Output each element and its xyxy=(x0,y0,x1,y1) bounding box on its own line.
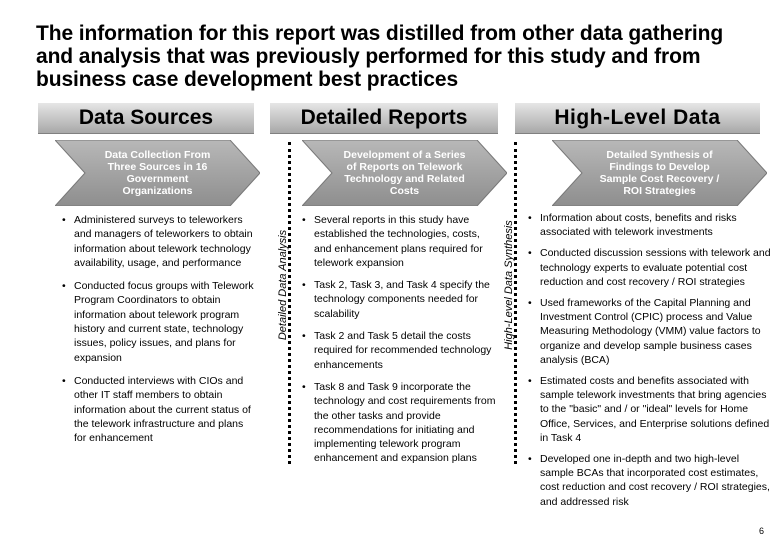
page-title: The information for this report was distilled from other data gathering and analysis that was previously performed for this study and from business case development best practices xyxy=(36,22,724,91)
header-reports-text: Development of a Series of Reports on Telework Technology and Related Costs xyxy=(343,149,466,197)
page-number: 6 xyxy=(758,526,764,536)
list-item: • Conducted discussion sessions with telework and technology experts to evaluate potential cost reduction and cost recovery / ROI strategies xyxy=(528,246,774,289)
list-item: • Task 8 and Task 9 incorporate the technology and cost requirements from the other tasks and provide recommendations for initiating and implementing telework program enhancement and expansion plans xyxy=(302,380,500,466)
header-chevron-highlevel xyxy=(552,140,767,206)
banner-data-sources: Data Sources xyxy=(78,106,214,129)
list-item: • Conducted interviews with CIOs and other IT staff members to obtain information about the current status of the telework infrastructure and plans for enhancement xyxy=(62,374,258,445)
list-item: • Task 2 and Task 5 detail the costs required for recommended technology enhancements xyxy=(302,329,500,372)
header-highlevel-text: Detailed Synthesis of Findings to Develop Sample Cost Recovery / ROI Strategies xyxy=(599,149,720,197)
list-item: • Conducted focus groups with Telework Program Coordinators to obtain information about telework program history and current state, technology issues, policy issues, and plans for expansion xyxy=(62,279,258,365)
header-chevron-reports xyxy=(302,140,507,206)
highlevel-bullet-list xyxy=(528,211,774,517)
list-item: • Estimated costs and benefits associated with sample telework investments that bring agencies to the "basic" and / or "ideal" levels for Home Office, Services, and Enterprise solutions defined in Task 4 xyxy=(528,374,774,445)
list-item: • Information about costs, benefits and risks associated with telework investments xyxy=(528,211,774,239)
list-item: • Task 2, Task 3, and Task 4 specify the technology components needed for scalability xyxy=(302,278,500,321)
divider-right-label: High-Level Data Synthesis xyxy=(503,220,515,350)
list-item: • Administered surveys to teleworkers and managers of teleworkers to obtain information about telework technology availability, usage, and performance xyxy=(62,213,258,270)
list-item: • Developed one in-depth and two high-level sample BCAs that incorporated cost estimates, cost reduction and cost recovery / ROI strategies, and addressed risk xyxy=(528,452,774,509)
divider-left-label: Detailed Data Analysis xyxy=(277,229,289,341)
banner-high-level-data: High-Level Data xyxy=(554,106,721,129)
list-item: • Used frameworks of the Capital Planning and Investment Control (CPIC) process and Value Measuring Methodology (VMM) value factors to organize and develop sample business cases analysis (BCA) xyxy=(528,296,774,367)
header-chevron-sources xyxy=(55,140,260,206)
banner-detailed-reports: Detailed Reports xyxy=(300,106,468,129)
sources-bullet-list xyxy=(62,213,258,453)
reports-bullet-list xyxy=(302,213,500,474)
header-sources-text: Data Collection From Three Sources in 16 Government Organizations xyxy=(104,149,211,197)
list-item: • Several reports in this study have established the technologies, costs, and enhancement plans required for telework expansion xyxy=(302,213,500,270)
